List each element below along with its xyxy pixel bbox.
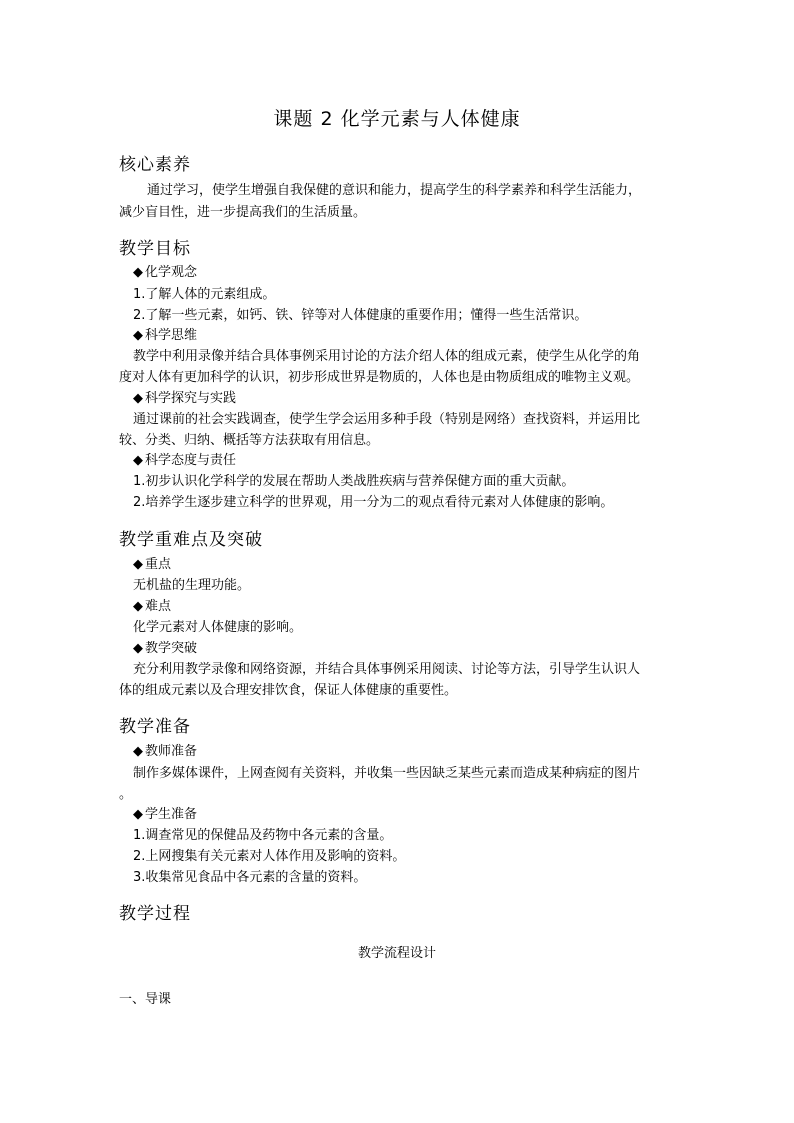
- section-one-heading: 一、导课: [119, 992, 172, 1007]
- teacher-prep-label: ◆ 教师准备: [133, 744, 198, 759]
- diamond-bullet-icon: ◆: [133, 391, 143, 406]
- concept-label: ◆ 化学观念: [133, 265, 198, 280]
- key-text: 无机盐的生理功能。: [133, 578, 251, 593]
- diamond-bullet-icon: ◆: [133, 744, 143, 759]
- teacher-prep-line-2: 。: [119, 787, 133, 802]
- explore-line-1: 通过课前的社会实践调查，使学生学会运用多种手段（特别是网络）查找资料，并运用比: [133, 412, 641, 427]
- explore-line-2: 较、分类、归纳、概括等方法获取有用信息。: [119, 433, 380, 448]
- diamond-bullet-icon: ◆: [133, 599, 143, 614]
- hard-label: ◆ 难点: [133, 599, 172, 614]
- attitude-item-1: 1.初步认识化学科学的发展在帮助人类战胜疾病与营养保健方面的重大贡献。: [133, 474, 575, 489]
- explore-label: ◆ 科学探究与实践: [133, 391, 237, 406]
- hard-text: 化学元素对人体健康的影响。: [133, 620, 303, 635]
- page-title: 课题 2 化学元素与人体健康: [273, 108, 521, 130]
- key-label: ◆ 重点: [133, 557, 172, 572]
- break-line-1: 充分利用教学录像和网络资源，并结合具体事例采用阅读、讨论等方法，引导学生认识人: [133, 662, 641, 677]
- core-paragraph-line-1: 通过学习，使学生增强自我保健的意识和能力，提高学生的科学素养和科学生活能力，: [147, 183, 642, 198]
- student-prep-item-1: 1.调查常见的保健品及药物中各元素的含量。: [133, 828, 393, 843]
- diamond-bullet-icon: ◆: [133, 453, 143, 468]
- concept-item-1: 1.了解人体的元素组成。: [133, 287, 276, 302]
- break-line-2: 体的组成元素以及合理安排饮食，保证人体健康的重要性。: [119, 683, 458, 698]
- process-heading: 教学过程: [119, 904, 191, 924]
- student-prep-item-2: 2.上网搜集有关元素对人体作用及影响的资料。: [133, 849, 406, 864]
- student-prep-label: ◆ 学生准备: [133, 807, 198, 822]
- keypoints-heading: 教学重难点及突破: [119, 530, 263, 550]
- thinking-line-2: 度对人体有更加科学的认识，初步形成世界是物质的，人体也是由物质组成的唯物主义观。: [119, 370, 640, 385]
- diamond-bullet-icon: ◆: [133, 807, 143, 822]
- teacher-prep-line-1: 制作多媒体课件，上网查阅有关资料，并收集一些因缺乏某些元素而造成某种病症的图片: [133, 766, 641, 781]
- break-label: ◆ 教学突破: [133, 641, 198, 656]
- diamond-bullet-icon: ◆: [133, 265, 143, 280]
- flow-design-title: 教学流程设计: [357, 946, 436, 961]
- thinking-label: ◆ 科学思维: [133, 328, 198, 343]
- core-heading: 核心素养: [119, 155, 191, 175]
- attitude-label: ◆ 科学态度与责任: [133, 453, 237, 468]
- goals-heading: 教学目标: [119, 239, 191, 259]
- thinking-line-1: 教学中利用录像并结合具体事例采用讨论的方法介绍人体的组成元素，使学生从化学的角: [133, 349, 641, 364]
- core-paragraph-line-2: 减少盲目性，进一步提高我们的生活质量。: [119, 205, 367, 220]
- diamond-bullet-icon: ◆: [133, 557, 143, 572]
- concept-item-2: 2.了解一些元素，如钙、铁、锌等对人体健康的重要作用；懂得一些生活常识。: [133, 308, 588, 323]
- student-prep-item-3: 3.收集常见食品中各元素的含量的资料。: [133, 870, 367, 885]
- attitude-item-2: 2.培养学生逐步建立科学的世界观，用一分为二的观点看待元素对人体健康的影响。: [133, 495, 614, 510]
- prep-heading: 教学准备: [119, 717, 191, 737]
- diamond-bullet-icon: ◆: [133, 328, 143, 343]
- diamond-bullet-icon: ◆: [133, 641, 143, 656]
